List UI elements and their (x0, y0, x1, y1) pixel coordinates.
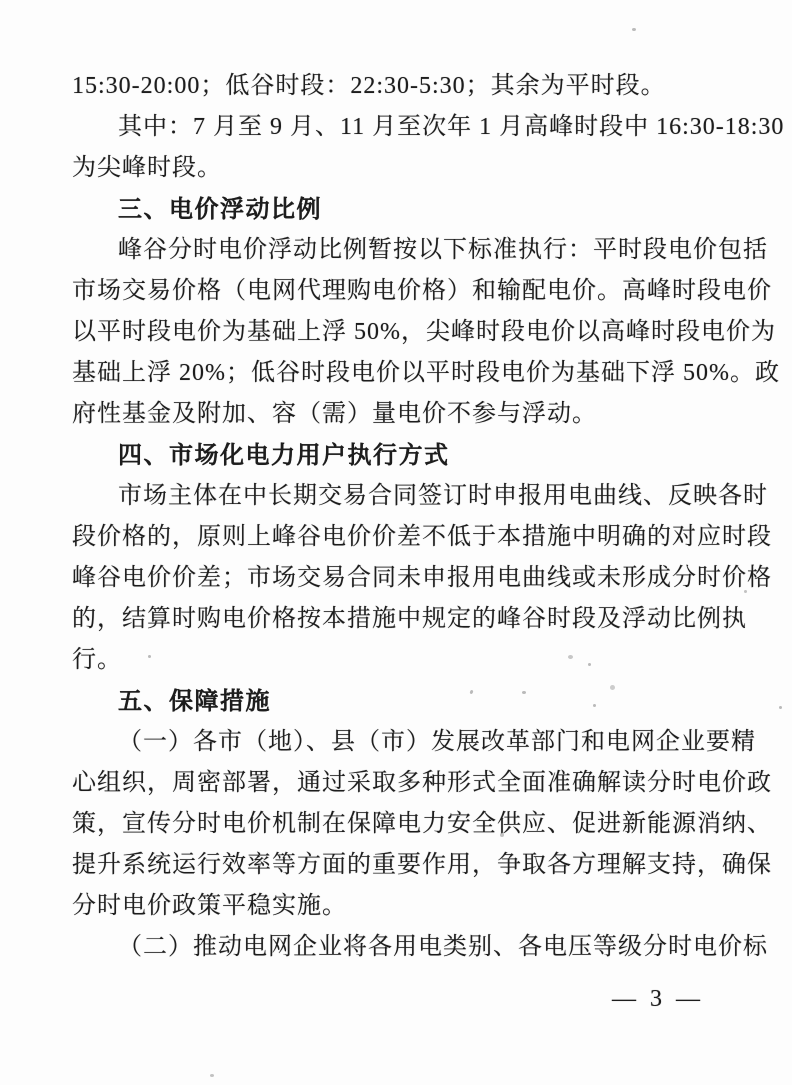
section-heading-4: 四、市场化电力用户执行方式 (118, 442, 450, 469)
scan-noise (744, 590, 747, 593)
page-number: — 3 — (612, 986, 704, 1012)
scan-noise (588, 663, 591, 666)
paragraph-line: 分时电价政策平稳实施。 (72, 893, 347, 919)
scan-noise (568, 655, 573, 659)
paragraph-line: 段价格的，原则上峰谷电价价差不低于本措施中明确的对应时段 (72, 524, 772, 550)
paragraph-line: 15:30-20:00；低谷时段：22:30-5:30；其余为平时段。 (72, 73, 666, 99)
paragraph-line: 提升系统运行效率等方面的重要作用，争取各方理解支持，确保 (72, 852, 772, 878)
paragraph-line: 基础上浮 20%；低谷时段电价以平时段电价为基础下浮 50%。政 (72, 360, 780, 386)
section-heading-5: 五、保障措施 (118, 688, 271, 715)
paragraph-line: 以平时段电价为基础上浮 50%，尖峰时段电价以高峰时段电价为 (72, 319, 776, 345)
paragraph-line: 为尖峰时段。 (72, 155, 222, 181)
document-body (72, 66, 785, 968)
paragraph-line: 府性基金及附加、容（需）量电价不参与浮动。 (72, 401, 597, 427)
section-heading-3: 三、电价浮动比例 (118, 196, 322, 223)
scan-noise (610, 685, 615, 690)
scan-noise (632, 28, 636, 31)
paragraph-line: 心组织，周密部署，通过采取多种形式全面准确解读分时电价政 (72, 770, 772, 796)
scan-noise (500, 833, 504, 837)
scan-noise (148, 655, 151, 658)
paragraph-line: 峰谷分时电价浮动比例暂按以下标准执行：平时段电价包括 (118, 237, 768, 263)
scan-noise (522, 691, 526, 694)
paragraph-line: （一）各市（地）、县（市）发展改革部门和电网企业要精 (118, 729, 756, 755)
scan-noise (593, 704, 596, 707)
paragraph-line: 市场主体在中长期交易合同签订时申报用电曲线、反映各时 (118, 483, 768, 509)
paragraph-line: 策，宣传分时电价机制在保障电力安全供应、促进新能源消纳、 (72, 811, 772, 837)
paragraph-line: 行。 (72, 647, 122, 673)
scan-noise (779, 706, 782, 709)
paragraph-line: 峰谷电价价差；市场交易合同未申报用电曲线或未形成分时价格 (72, 565, 772, 591)
paragraph-line: 市场交易价格（电网代理购电价格）和输配电价。高峰时段电价 (72, 278, 772, 304)
paragraph-line: （二）推动电网企业将各用电类别、各电压等级分时电价标 (118, 934, 768, 960)
scan-noise (210, 1074, 214, 1077)
paragraph-line: 其中：7 月至 9 月、11 月至次年 1 月高峰时段中 16:30-18:30 (118, 114, 785, 140)
paragraph-line: 的，结算时购电价格按本措施中规定的峰谷时段及浮动比例执 (72, 606, 747, 632)
